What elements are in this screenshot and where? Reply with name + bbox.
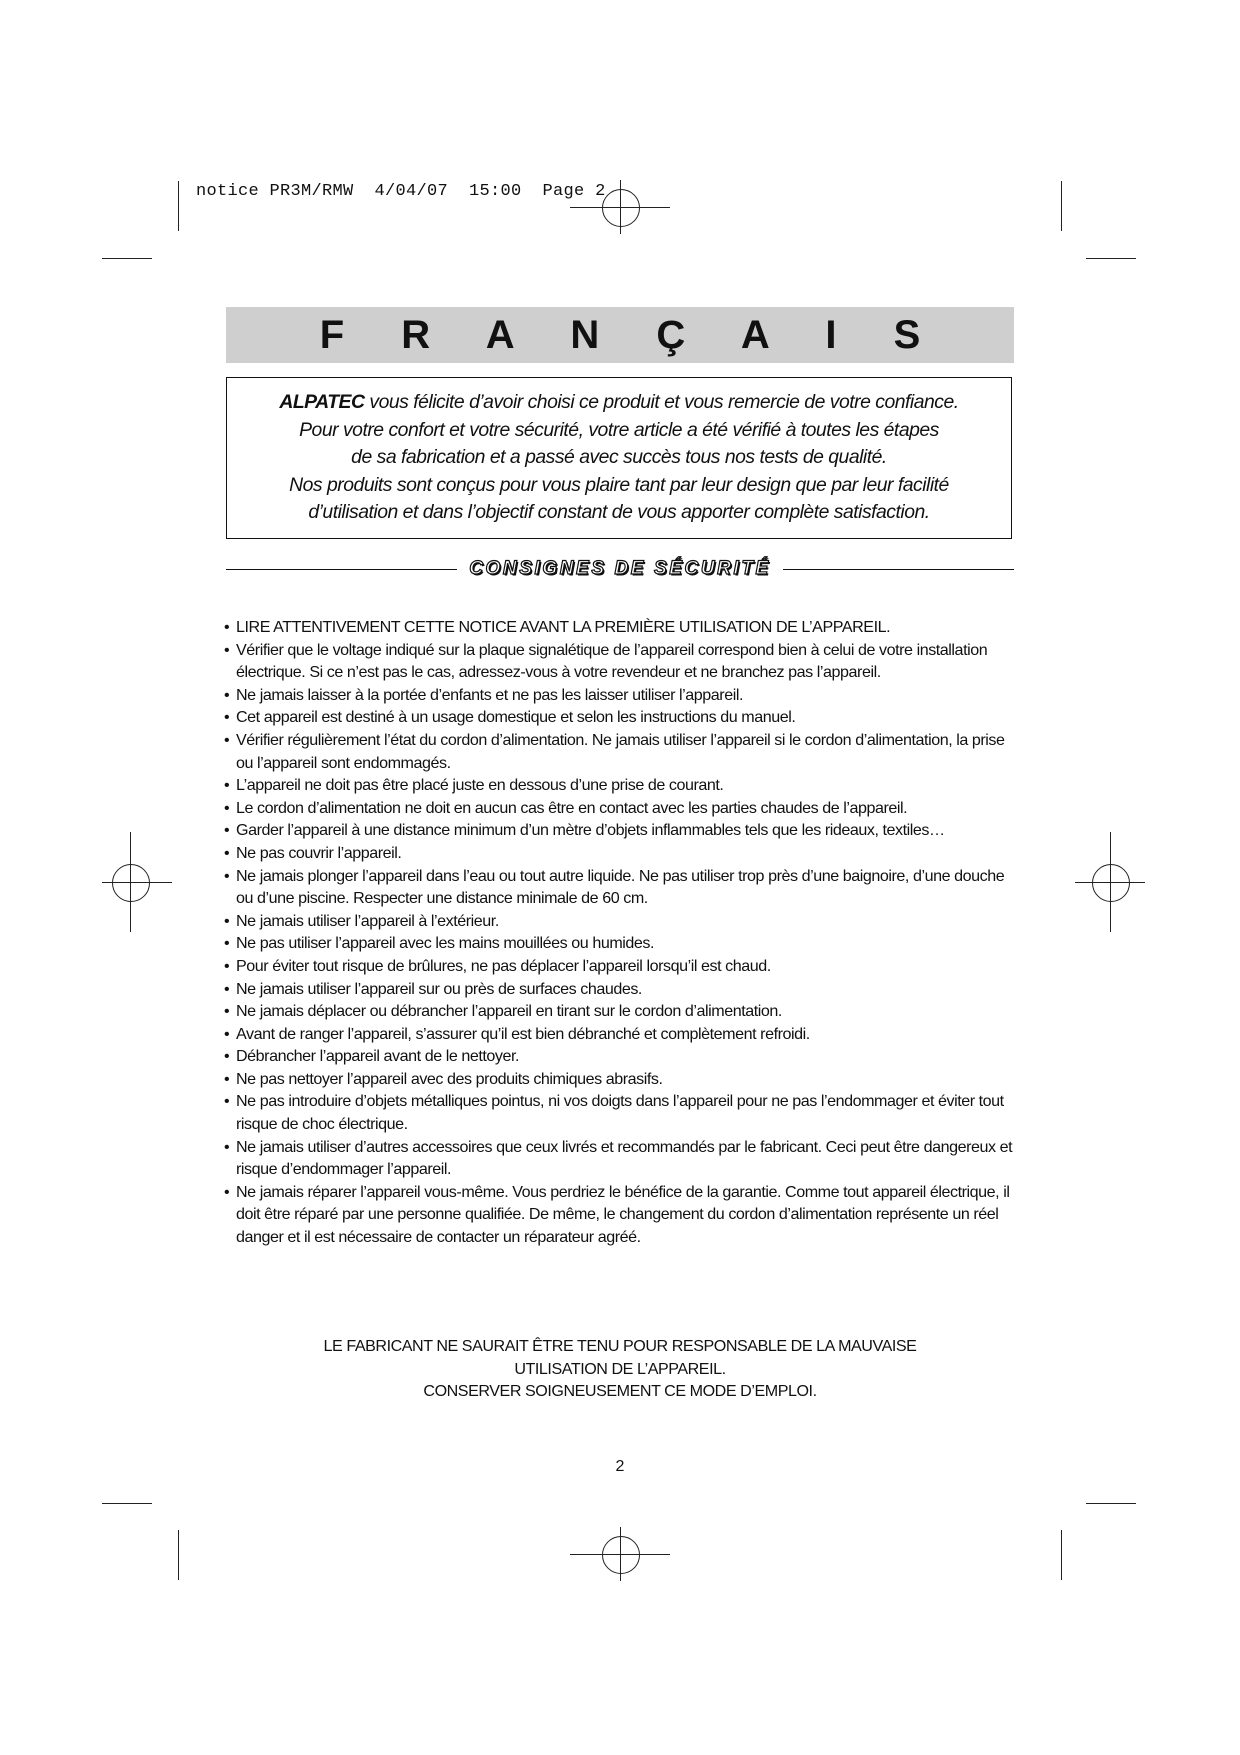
list-item-text: Ne jamais laisser à la portée d’enfants et ne pas les laisser utiliser l’appareil.	[236, 685, 743, 704]
crop-mark	[178, 181, 179, 231]
bullet-glyph: •	[224, 730, 230, 749]
bullet-glyph: •	[224, 1182, 230, 1201]
bullet-glyph: •	[224, 1024, 230, 1043]
list-item-text: Débrancher l’appareil avant de le nettoyer.	[236, 1047, 520, 1066]
list-item	[224, 978, 1016, 1001]
bullet-glyph: •	[224, 934, 230, 953]
registration-circle	[1092, 864, 1130, 902]
bullet-glyph: •	[224, 618, 230, 636]
intro-line: Nos produits sont conçus pour vous plaire tant par leur design que par leur facilité	[289, 473, 949, 496]
footer-notice	[226, 1335, 1014, 1403]
bullet-glyph: •	[224, 911, 230, 930]
intro-line: de sa fabrication et a passé avec succès tous nos tests de qualité.	[351, 446, 887, 469]
crop-mark	[1061, 1530, 1062, 1580]
list-item	[224, 1000, 1016, 1023]
bullet-glyph: •	[224, 843, 230, 862]
bullet-glyph: •	[224, 708, 230, 727]
bullet-glyph: •	[224, 1002, 230, 1021]
list-item-text: Ne jamais utiliser l’appareil sur ou près de surfaces chaudes.	[236, 979, 642, 998]
list-item	[224, 842, 1016, 865]
list-item-text: Pour éviter tout risque de brûlures, ne pas déplacer l’appareil lorsqu’il est chaud.	[236, 956, 771, 975]
list-item	[224, 955, 1016, 978]
list-item-text: Ne pas couvrir l’appareil.	[236, 843, 402, 862]
intro-line: d’utilisation et dans l’objectif constant de vous apporter complète satisfaction.	[308, 501, 930, 524]
intro-text	[227, 389, 1011, 527]
list-item-text: Ne pas nettoyer l’appareil avec des produits chimiques abrasifs.	[236, 1069, 663, 1088]
list-item	[224, 910, 1016, 933]
list-item	[224, 1068, 1016, 1091]
crop-mark	[1086, 1503, 1136, 1504]
crop-mark	[1061, 181, 1062, 231]
bullet-glyph: •	[224, 640, 230, 659]
bullet-glyph: •	[224, 979, 230, 998]
registration-circle	[602, 1536, 640, 1574]
language-title-band	[226, 307, 1014, 363]
intro-box	[226, 377, 1012, 539]
list-item-text: Garder l’appareil à une distance minimum d’un mètre d’objets inflammables tels que les rideaux, textiles…	[236, 821, 945, 840]
crop-mark	[102, 258, 152, 259]
list-item-text: Le cordon d’alimentation ne doit en aucun cas être en contact avec les parties chaudes de l’appareil.	[236, 798, 908, 817]
list-item	[224, 1181, 1016, 1249]
list-item	[224, 639, 1016, 684]
list-item-text: Vérifier que le voltage indiqué sur la plaque signalétique de l’appareil correspond bien à celui de votre installation électrique. Si ce n’est pas le cas, adressez-vous à votre revendeur et ne branchez pas l’appareil.	[236, 640, 988, 682]
list-item	[224, 774, 1016, 797]
list-item	[224, 616, 1016, 639]
heading-rule-left	[226, 569, 457, 570]
bullet-glyph: •	[224, 821, 230, 840]
list-item-text: Ne jamais utiliser l’appareil à l’extérieur.	[236, 911, 499, 930]
section-heading	[226, 556, 1014, 582]
list-item-text: Ne jamais déplacer ou débrancher l’appareil en tirant sur le cordon d’alimentation.	[236, 1002, 782, 1021]
bullet-glyph: •	[224, 1137, 230, 1156]
footer-line: LE FABRICANT NE SAURAIT ÊTRE TENU POUR RESPONSABLE DE LA MAUVAISE	[323, 1337, 917, 1355]
registration-circle	[602, 189, 640, 227]
list-item-text: Ne jamais réparer l’appareil vous-même. Vous perdriez le bénéfice de la garantie. Comme tout appareil électrique, il doit être réparé par une personne qualifiée. De même, le changement du cordon d’alimentation représente un réel danger et il est nécessaire de contacter un réparateur agréé.	[236, 1182, 1010, 1247]
bullet-glyph: •	[224, 1069, 230, 1088]
list-item	[224, 1045, 1016, 1068]
print-slug: notice PR3M/RMW 4/04/07 15:00 Page 2	[196, 182, 606, 201]
bullet-glyph: •	[224, 776, 230, 795]
list-item	[224, 819, 1016, 842]
list-item-text: Ne pas utiliser l’appareil avec les mains mouillées ou humides.	[236, 934, 655, 953]
list-item-text: LIRE ATTENTIVEMENT CETTE NOTICE AVANT LA PREMIÈRE UTILISATION DE L’APPAREIL.	[236, 618, 891, 636]
page-number: 2	[615, 1458, 625, 1475]
heading-rule-right	[783, 569, 1014, 570]
list-item	[224, 1136, 1016, 1181]
list-item	[224, 684, 1016, 707]
crop-mark	[178, 1530, 179, 1580]
list-item	[224, 706, 1016, 729]
list-item	[224, 1023, 1016, 1046]
section-heading-text: CONSIGNES DE SÉCURITÉ	[469, 558, 771, 579]
crop-mark	[1086, 258, 1136, 259]
bullet-glyph: •	[224, 1092, 230, 1111]
intro-line-rest: vous félicite d’avoir choisi ce produit et vous remercie de votre confiance.	[364, 391, 959, 414]
bullet-glyph: •	[224, 956, 230, 975]
list-item	[224, 865, 1016, 910]
list-item-text: L’appareil ne doit pas être placé juste en dessous d’une prise de courant.	[236, 776, 724, 795]
list-item-text: Ne jamais plonger l’appareil dans l’eau ou tout autre liquide. Ne pas utiliser trop près d’une baignoire, d’une douche ou d’une piscine. Respecter une distance minimale de 60 cm.	[236, 866, 1005, 908]
list-item-text: Cet appareil est destiné à un usage domestique et selon les instructions du manuel.	[236, 708, 796, 727]
footer-line: UTILISATION DE L’APPAREIL.	[514, 1359, 726, 1378]
list-item-text: Ne jamais utiliser d’autres accessoires que ceux livrés et recommandés par le fabricant. Ceci peut être dangereux et risque d’endommager l’appareil.	[236, 1137, 1013, 1179]
intro-line	[227, 389, 1011, 417]
language-title: F R A N Ç A I S	[319, 312, 944, 357]
registration-circle	[112, 864, 150, 902]
crop-mark	[102, 1503, 152, 1504]
list-item	[224, 932, 1016, 955]
bullet-glyph: •	[224, 866, 230, 885]
list-item	[224, 797, 1016, 820]
bullet-glyph: •	[224, 1047, 230, 1066]
footer-line: CONSERVER SOIGNEUSEMENT CE MODE D’EMPLOI.	[423, 1382, 817, 1401]
list-item	[224, 1090, 1016, 1135]
list-item-text: Avant de ranger l’appareil, s’assurer qu’il est bien débranché et complètement refroidi.	[236, 1024, 810, 1043]
bullet-glyph: •	[224, 685, 230, 704]
list-item-text: Vérifier régulièrement l’état du cordon d’alimentation. Ne jamais utiliser l’appareil si le cordon d’alimentation, la prise ou l’appareil sont endommagés.	[236, 730, 1005, 772]
safety-instructions-list	[224, 616, 1016, 1249]
intro-line: Pour votre confort et votre sécurité, votre article a été vérifié à toutes les étapes	[299, 418, 939, 441]
bullet-glyph: •	[224, 798, 230, 817]
brand-name: ALPATEC	[279, 391, 365, 414]
list-item	[224, 729, 1016, 774]
list-item-text: Ne pas introduire d’objets métalliques pointus, ni vos doigts dans l’appareil pour ne pas l’endommager et éviter tout risque de choc électrique.	[236, 1092, 1004, 1134]
